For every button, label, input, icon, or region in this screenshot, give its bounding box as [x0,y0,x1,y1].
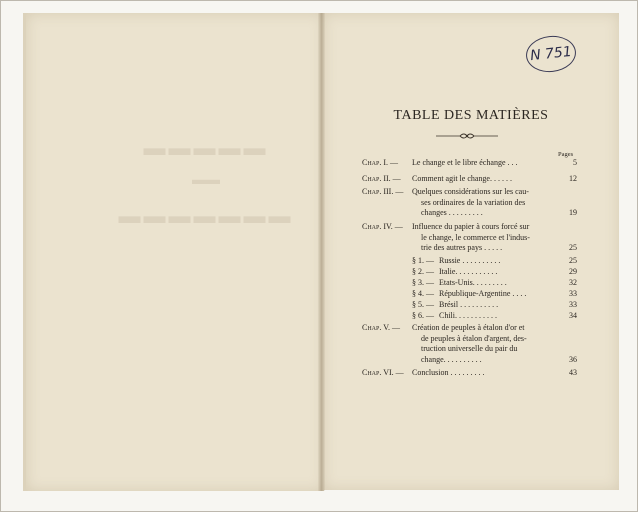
toc-entry-line: République-Argentine . . . . [439,289,527,298]
toc-entry-line: Conclusion . . . . . . . . . [412,368,485,377]
toc-entry-text [412,158,552,169]
toc-entry-label: Chap. V. — [362,323,400,332]
toc-entry-line: Chili. . . . . . . . . . . [439,311,498,320]
toc-entry-text [439,278,554,289]
show-through-text: ▬▬ [192,173,220,188]
show-through-text: ▬▬▬▬▬▬▬ [118,203,294,228]
toc-entry-label: Chap. I. — [362,158,399,167]
toc-entry-label: § 1. — [412,256,434,265]
toc-entry-page: 19 [569,208,577,217]
toc-entry-page: 43 [569,368,577,377]
toc-entry-label: § 3. — [412,278,434,287]
toc-entry-label: Chap. VI. — [362,368,404,377]
toc-entry-line: Brésil . . . . . . . . . . [439,300,499,309]
toc-entry-line: trie des autres pays . . . . . [421,243,503,252]
toc-entry-text [439,311,554,322]
handwritten-shelfmark: N 751 [524,33,577,74]
toc-entry-label: § 5. — [412,300,434,309]
toc-entry-label: § 4. — [412,289,434,298]
toc-entry-text [412,368,554,379]
toc-entry-label: § 6. — [412,311,434,320]
toc-entry-text [412,323,554,365]
toc-entry-page: 25 [569,256,577,265]
toc-entry-line: Le change et le libre échange . . . [412,158,518,167]
toc-entry-page: 36 [569,354,577,364]
toc-entry-line: Comment agit le change. . . . . . [412,174,512,183]
ornament-icon [434,131,500,141]
toc-entry-page: 29 [569,267,577,276]
toc-entry-line: le change, le commerce et l'indus- [421,232,530,242]
show-through-text: ▬▬▬▬▬ [143,135,269,160]
toc-entry-line: ses ordinaires de la variation des [421,197,526,207]
toc-entry-text [439,267,554,278]
toc-entry-text [439,289,554,300]
toc-entry-page: 5 [573,158,577,167]
book-gutter [318,13,325,491]
toc-entry-label: Chap. III. — [362,187,404,196]
left-page [23,13,324,491]
toc-title: TABLE DES MATIÈRES [393,108,549,123]
toc-entry-line: change. . . . . . . . . . [421,354,482,364]
toc-entry-label: Chap. IV. — [362,222,403,231]
toc-entry-line: Russie . . . . . . . . . . [439,256,501,265]
toc-entry-text [412,174,552,185]
toc-entry-line: changes . . . . . . . . . [421,208,483,217]
toc-entry-line: Quelques considérations sur les cau- [412,187,529,196]
toc-entry-page: 25 [569,243,577,252]
toc-entry-page: 12 [569,174,577,183]
toc-entry-text [439,300,554,311]
toc-entry-line: Italie. . . . . . . . . . . [439,267,498,276]
toc-entry-page: 34 [569,311,577,320]
toc-entry-line: Influence du papier à cours forcé sur [412,222,530,231]
toc-entry-text [412,222,554,254]
toc-entry-label: § 2. — [412,267,434,276]
pages-column-header: Pages [558,151,574,158]
toc-entry-text [412,187,554,219]
toc-entry-line: de peuples à étalon d'argent, des- [421,333,527,343]
toc-entry-page: 33 [569,289,577,298]
toc-entry-label: Chap. II. — [362,174,401,183]
toc-entry-text [439,256,554,267]
toc-entry-line: truction universelle du pair du [421,344,518,353]
toc-entry-page: 32 [569,278,577,287]
toc-entry-line: Etats-Unis. . . . . . . . . [439,278,507,287]
toc-entry-line: Création de peuples à étalon d'or et [412,323,525,332]
toc-entry-page: 33 [569,300,577,309]
